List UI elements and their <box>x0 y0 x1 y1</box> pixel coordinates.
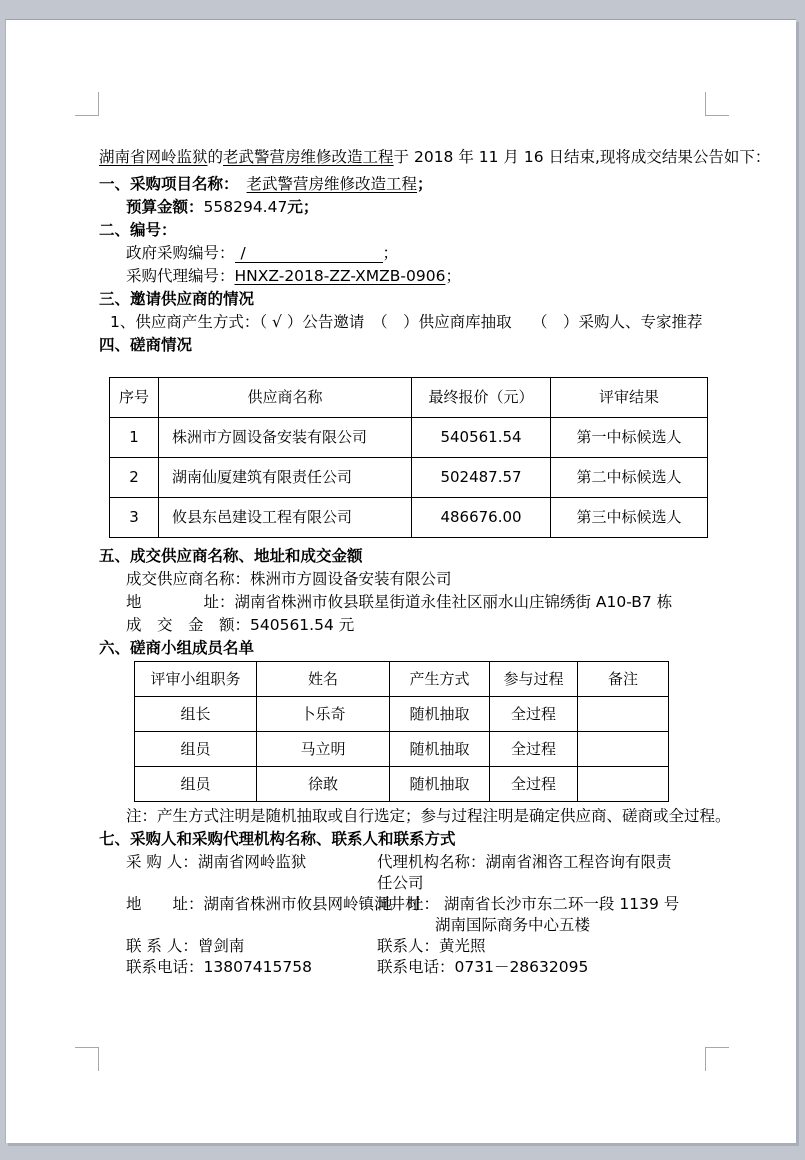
agency-address-line: 地 址： 湖南省长沙市东二环一段 1139 号湖南国际商务中心五楼 <box>377 895 680 934</box>
cell-price: 502487.57 <box>412 458 551 498</box>
budget-unit: 元； <box>287 198 319 216</box>
cell-name: 徐敢 <box>257 767 390 802</box>
cell-role: 组员 <box>135 732 257 767</box>
header-supplier: 供应商名称 <box>159 378 412 418</box>
cell-result: 第一中标候选人 <box>551 418 708 458</box>
contact-row-addresses <box>99 894 709 936</box>
committee-header-row <box>135 662 669 697</box>
section-5-number: 五、 <box>99 547 131 565</box>
gov-code-label: 政府采购编号： <box>126 244 235 262</box>
section-3-label: 邀请供应商的情况 <box>130 290 255 308</box>
intro-rest: 于 2018 年 11 月 16 日结束,现将成交结果公告如下： <box>393 148 771 166</box>
section-3-number: 三、 <box>99 290 131 308</box>
section-6-number: 六、 <box>99 639 131 657</box>
cell-price: 486676.00 <box>412 498 551 538</box>
bid-results-row-2 <box>110 458 708 498</box>
section-1-number: 一、 <box>99 175 131 193</box>
header-final-price: 最终报价（元） <box>412 378 551 418</box>
cell-remark <box>578 697 669 732</box>
section-6-heading <box>99 638 709 659</box>
cell-serial: 2 <box>110 458 159 498</box>
purchaser-line: 采 购 人：湖南省网岭监狱 <box>126 853 307 871</box>
purchaser-phone-line: 联系电话：13807415758 <box>126 958 312 976</box>
section-7-heading <box>99 829 709 850</box>
section-2-heading <box>99 220 709 241</box>
purchaser-name-underlined: 湖南省网岭监狱 <box>99 148 208 166</box>
cell-remark <box>578 767 669 802</box>
cell-participation: 全过程 <box>490 697 578 732</box>
section-1-label: 采购项目名称： <box>130 175 239 193</box>
cell-method: 随机抽取 <box>390 697 490 732</box>
section-7-label: 采购人和采购代理机构名称、联系人和联系方式 <box>130 830 456 848</box>
intro-connector: 的 <box>207 148 224 166</box>
bid-results-table <box>109 377 708 538</box>
section-2-number: 二、 <box>99 221 131 239</box>
gov-code-line <box>99 243 709 264</box>
cell-price: 540561.54 <box>412 418 551 458</box>
cell-result: 第三中标候选人 <box>551 498 708 538</box>
purchaser-contact-line: 联 系 人：曾剑南 <box>126 937 245 955</box>
cell-name: 马立明 <box>257 732 390 767</box>
supplier-method-line: 1、供应商产生方式：（ √ ）公告邀请 （ ）供应商库抽取 （ ）采购人、专家推荐 <box>110 313 703 331</box>
agency-code-tail: ； <box>445 267 461 285</box>
committee-table <box>134 661 669 802</box>
section-5-heading <box>99 546 709 567</box>
header-selection-method: 产生方式 <box>390 662 490 697</box>
section-4-heading <box>99 335 709 356</box>
gov-code-tail: ； <box>382 244 399 262</box>
project-name-value: 老武警营房维修改造工程 <box>246 175 418 193</box>
agency-phone-line: 联系电话：0731－28632095 <box>377 958 589 976</box>
project-name-underlined: 老武警营房维修改造工程 <box>223 148 394 166</box>
budget-label: 预算金额： <box>126 198 204 216</box>
section-4-label: 磋商情况 <box>130 336 193 354</box>
section-1-heading <box>99 174 709 195</box>
section-3-heading <box>99 289 709 310</box>
cell-role: 组长 <box>135 697 257 732</box>
cell-result: 第二中标候选人 <box>551 458 708 498</box>
cell-remark <box>578 732 669 767</box>
document-content <box>99 147 771 978</box>
gov-code-value: / <box>240 244 246 262</box>
header-serial: 序号 <box>110 378 159 418</box>
section-6-label: 磋商小组成员名单 <box>130 639 255 657</box>
winner-amount-line: 成 交 金 额：540561.54 元 <box>126 616 355 634</box>
committee-row-2 <box>135 732 669 767</box>
header-name: 姓名 <box>257 662 390 697</box>
agency-code-value: HNXZ-2018-ZZ-XMZB-0906 <box>234 267 446 285</box>
contact-info-block <box>99 852 709 978</box>
budget-line <box>99 197 709 218</box>
header-review-result: 评审结果 <box>551 378 708 418</box>
cell-method: 随机抽取 <box>390 767 490 802</box>
budget-value: 558294.47 <box>203 198 288 216</box>
text-boundary-mark-top-left <box>75 92 99 116</box>
cell-supplier: 株洲市方圆设备安装有限公司 <box>159 418 412 458</box>
agency-name-line: 代理机构名称：湖南省湘咨工程咨询有限责任公司 <box>377 853 672 892</box>
header-role: 评审小组职务 <box>135 662 257 697</box>
cell-method: 随机抽取 <box>390 732 490 767</box>
winner-address-line: 地 址：湖南省株洲市攸县联星街道永佳社区丽水山庄锦绣街 A10-B7 栋 <box>126 593 673 611</box>
header-remark: 备注 <box>578 662 669 697</box>
bid-results-row-1 <box>110 418 708 458</box>
intro-paragraph <box>99 147 771 168</box>
bid-results-row-3 <box>110 498 708 538</box>
contact-row-names <box>99 852 709 894</box>
contact-row-persons <box>99 936 709 957</box>
contact-row-phones <box>99 957 709 978</box>
cell-serial: 3 <box>110 498 159 538</box>
purchaser-address-line: 地 址：湖南省株洲市攸县网岭镇洞井村 <box>126 895 421 913</box>
header-participation: 参与过程 <box>490 662 578 697</box>
section-4-number: 四、 <box>99 336 131 354</box>
agency-contact-line: 联系人：黄光照 <box>377 937 486 955</box>
cell-name: 卜乐奇 <box>257 697 390 732</box>
bid-results-header-row <box>110 378 708 418</box>
section-7-number: 七、 <box>99 830 131 848</box>
winner-name-line: 成交供应商名称：株洲市方圆设备安装有限公司 <box>126 570 452 588</box>
text-boundary-mark-bottom-right <box>705 1047 729 1071</box>
gov-code-blank <box>235 244 383 263</box>
cell-participation: 全过程 <box>490 767 578 802</box>
cell-supplier: 湖南仙厦建筑有限责任公司 <box>159 458 412 498</box>
cell-supplier: 攸县东邑建设工程有限公司 <box>159 498 412 538</box>
section-2-label: 编号： <box>130 221 177 239</box>
cell-role: 组员 <box>135 767 257 802</box>
committee-row-1 <box>135 697 669 732</box>
document-page <box>5 19 796 1143</box>
section-1-tail: ； <box>417 175 433 193</box>
agency-code-line <box>99 266 709 287</box>
committee-note-line: 注：产生方式注明是随机抽取或自行选定；参与过程注明是确定供应商、磋商或全过程。 <box>126 807 731 825</box>
agency-code-label: 采购代理编号： <box>126 267 235 285</box>
cell-participation: 全过程 <box>490 732 578 767</box>
text-boundary-mark-bottom-left <box>75 1047 99 1071</box>
committee-row-3 <box>135 767 669 802</box>
cell-serial: 1 <box>110 418 159 458</box>
section-5-label: 成交供应商名称、地址和成交金额 <box>130 547 363 565</box>
text-boundary-mark-top-right <box>705 92 729 116</box>
